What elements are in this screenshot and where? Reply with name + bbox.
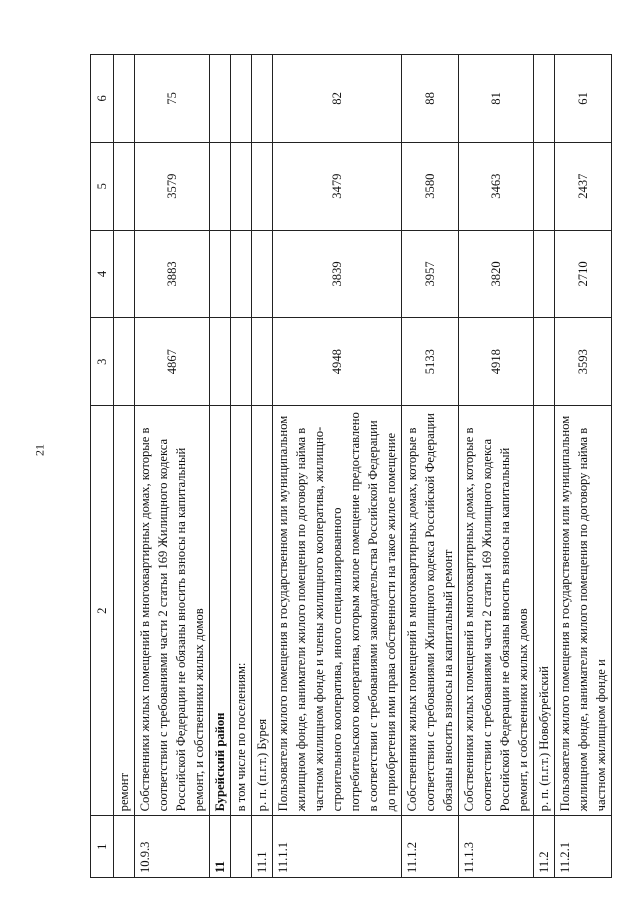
table-row	[231, 55, 252, 878]
row-code: 11.2	[534, 816, 555, 878]
tariff-table	[90, 54, 612, 878]
row-value-col4: 3820	[459, 230, 534, 318]
row-description: Пользователи жилого помещения в государственном или муниципальном жилищном фонде, наниматели жилого помещения по договору найма в частном жилищном фонде и члены жилищного кооператива, жилищно-строительного кооператива, иного специализированного потребительского кооператива, которым жилое помещение предоставлено в соответствии с требованиями законодательства Российской Федерации до приобретения ими права собственности на такое жилое помещение	[273, 406, 402, 816]
row-description: Пользователи жилого помещения в государственном или муниципальном жилищном фонде, наниматели жилого помещения по договору найма в частном жилищном фонде и	[555, 406, 612, 816]
col-header-1: 1	[91, 816, 114, 878]
table-body	[114, 55, 612, 878]
row-value-col6	[534, 55, 555, 143]
row-value-col5	[252, 142, 273, 230]
row-value-col5: 3579	[135, 142, 210, 230]
table-row	[210, 55, 231, 878]
col-header-5: 5	[91, 142, 114, 230]
table-row	[555, 55, 612, 878]
row-value-col4	[210, 230, 231, 318]
table-row	[534, 55, 555, 878]
row-value-col6: 75	[135, 55, 210, 143]
row-code: 10.9.3	[135, 816, 210, 878]
row-value-col3: 4948	[273, 318, 402, 406]
row-value-col5: 2437	[555, 142, 612, 230]
row-description: ремонт	[114, 406, 135, 816]
row-value-col3: 5133	[402, 318, 459, 406]
col-header-3: 3	[91, 318, 114, 406]
row-value-col6: 61	[555, 55, 612, 143]
row-code: 11.1.2	[402, 816, 459, 878]
row-value-col4	[231, 230, 252, 318]
row-value-col6	[210, 55, 231, 143]
row-code	[231, 816, 252, 878]
row-value-col5: 3580	[402, 142, 459, 230]
col-header-6: 6	[91, 55, 114, 143]
page-number: 21	[32, 444, 47, 456]
row-description: Собственники жилых помещений в многоквартирных домах, которые в соответствии с требованиями части 2 статьи 169 Жилищного кодекса Российской Федерации не обязаны вносить взносы на капитальный ремонт, и собственники жилых домов	[135, 406, 210, 816]
table-row	[135, 55, 210, 878]
row-value-col3	[534, 318, 555, 406]
row-value-col5	[534, 142, 555, 230]
row-value-col3	[231, 318, 252, 406]
row-description: Собственники жилых помещений в многоквартирных домах, которые в соответствии с требованиями части 2 статьи 169 Жилищного кодекса Российской Федерации не обязаны вносить взносы на капитальный ремонт, и собственники жилых домов	[459, 406, 534, 816]
row-value-col4: 3883	[135, 230, 210, 318]
row-value-col5	[114, 142, 135, 230]
row-value-col4	[534, 230, 555, 318]
row-value-col5: 3479	[273, 142, 402, 230]
row-code: 11.1.1	[273, 816, 402, 878]
row-value-col4: 3957	[402, 230, 459, 318]
col-header-2: 2	[91, 406, 114, 816]
row-value-col3	[252, 318, 273, 406]
row-value-col6	[252, 55, 273, 143]
row-value-col5	[210, 142, 231, 230]
row-value-col4: 3839	[273, 230, 402, 318]
row-description: Собственники жилых помещений в многоквартирных домах, которые в соответствии с требованиями Жилищного кодекса Российской Федерации обязаны вносить взносы на капитальный ремонт	[402, 406, 459, 816]
table-row	[114, 55, 135, 878]
row-value-col3: 4867	[135, 318, 210, 406]
row-description: Бурейский район	[210, 406, 231, 816]
col-header-4: 4	[91, 230, 114, 318]
row-value-col4: 2710	[555, 230, 612, 318]
row-code	[114, 816, 135, 878]
table-row	[273, 55, 402, 878]
row-value-col3	[114, 318, 135, 406]
row-value-col3	[210, 318, 231, 406]
row-value-col4	[114, 230, 135, 318]
table-row	[252, 55, 273, 878]
row-value-col5: 3463	[459, 142, 534, 230]
row-value-col6	[231, 55, 252, 143]
row-value-col6: 81	[459, 55, 534, 143]
rotated-table	[90, 54, 606, 878]
row-description: р. п. (п.г.т.) Бурея	[252, 406, 273, 816]
row-code: 11	[210, 816, 231, 878]
row-code: 11.1	[252, 816, 273, 878]
rotated-table-wrapper	[90, 54, 606, 878]
row-value-col6	[114, 55, 135, 143]
row-value-col6: 82	[273, 55, 402, 143]
row-code: 11.1.3	[459, 816, 534, 878]
row-value-col3: 4918	[459, 318, 534, 406]
row-value-col3: 3593	[555, 318, 612, 406]
row-description: р. п. (п.г.т.) Новобурейский	[534, 406, 555, 816]
row-value-col4	[252, 230, 273, 318]
header-row	[91, 55, 114, 878]
row-description: в том числе по поселениям:	[231, 406, 252, 816]
table-row	[459, 55, 534, 878]
table-row	[402, 55, 459, 878]
row-code: 11.2.1	[555, 816, 612, 878]
row-value-col5	[231, 142, 252, 230]
row-value-col6: 88	[402, 55, 459, 143]
